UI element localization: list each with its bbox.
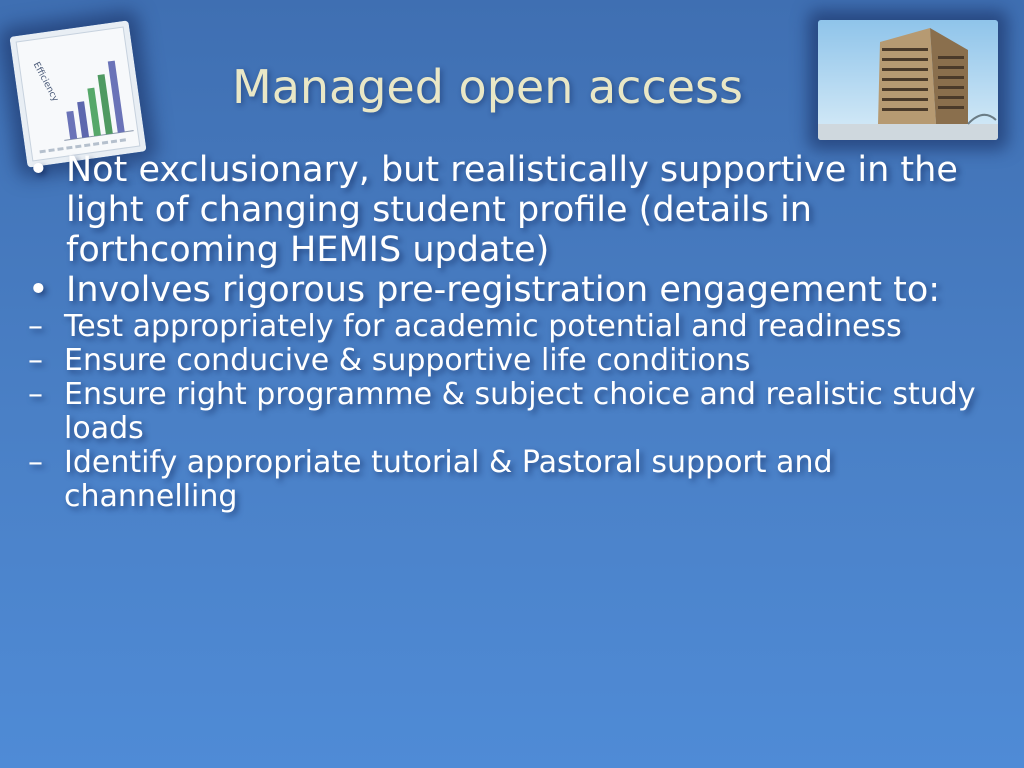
slide-title: Managed open access: [232, 60, 743, 114]
sub-bullet-text: Ensure right programme & subject choice and realistic study loads: [64, 377, 976, 446]
bullet-item: [28, 150, 998, 270]
sub-bullet-text: Identify appropriate tutorial & Pastoral support and channelling: [64, 445, 833, 514]
sub-bullet-text: Test appropriately for academic potential and readiness: [64, 309, 902, 344]
bullet-text: Involves rigorous pre-registration engagement to:: [66, 270, 941, 310]
sub-bullet-mark: –: [28, 309, 43, 344]
sub-bullet-mark: –: [28, 343, 43, 378]
sub-bullet-mark: –: [28, 377, 43, 412]
bullet-text: Not exclusionary, but realistically supportive in the light of changing student profile (details in forthcoming HEMIS update): [66, 150, 958, 270]
sub-bullet-item: [28, 344, 998, 378]
bullet-mark: •: [28, 270, 49, 310]
sub-bullet-item: [28, 310, 998, 344]
sub-bullet-item: [28, 446, 998, 514]
bullet-mark: •: [28, 150, 49, 190]
bullet-item: [28, 270, 998, 310]
sub-bullet-mark: –: [28, 445, 43, 480]
sub-bullet-text: Ensure conducive & supportive life conditions: [64, 343, 751, 378]
sub-bullet-item: [28, 378, 998, 446]
bullet-list: [28, 150, 998, 514]
chart-caption: Efficiency: [30, 60, 60, 104]
